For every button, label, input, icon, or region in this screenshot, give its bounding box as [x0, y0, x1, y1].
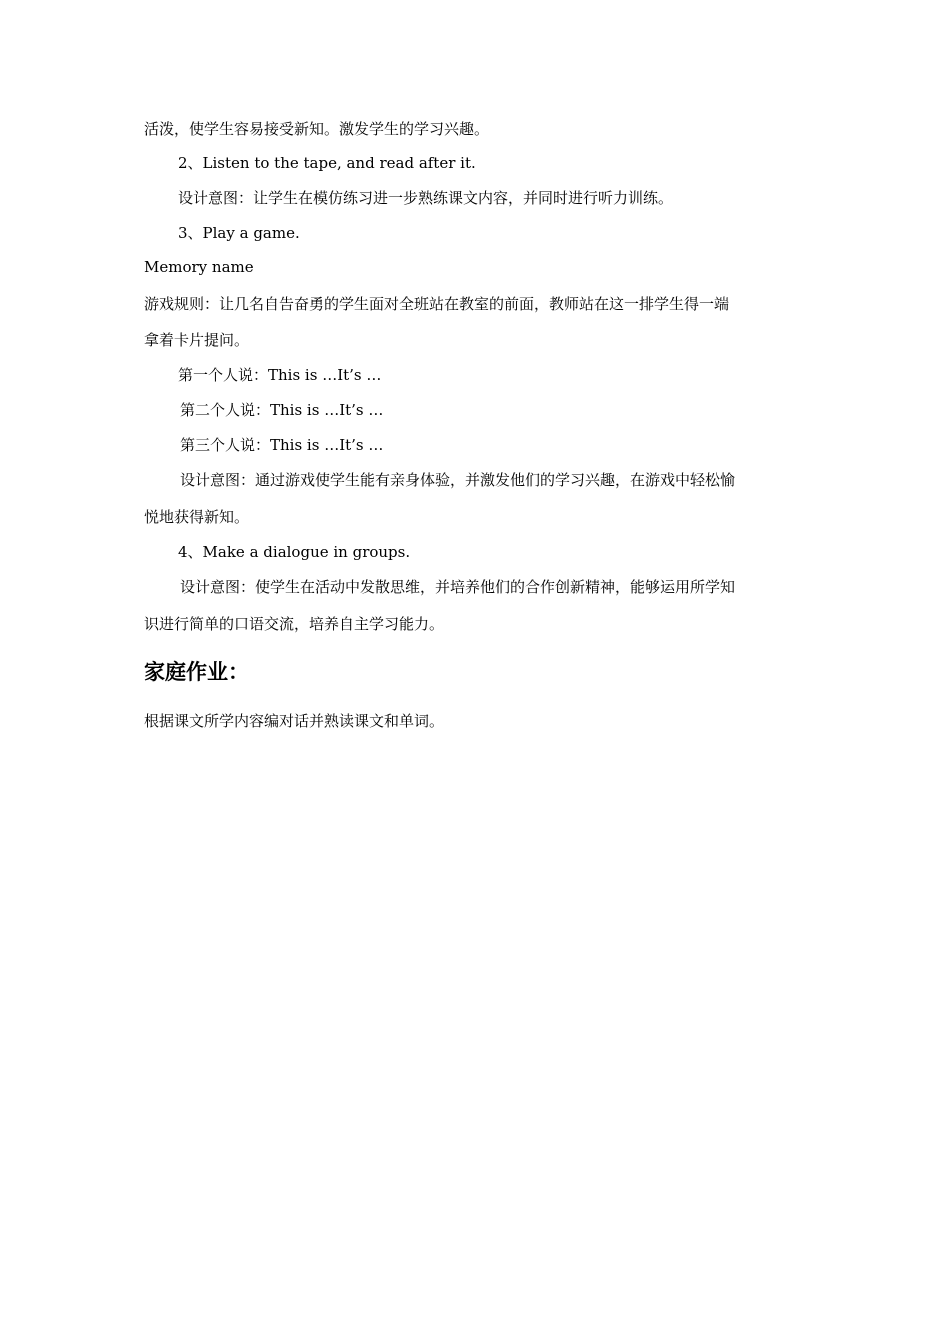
design-intent-line: 设计意图：通过游戏使学生能有亲身体验，并激发他们的学习兴趣，在游戏中轻松愉: [180, 471, 736, 489]
game-rules-line: 拿着卡片提问。: [144, 331, 250, 349]
homework-text: 根据课文所学内容编对话并熟读课文和单词。: [144, 712, 445, 730]
dialogue-line: 第一个人说：This is …It’s …: [178, 366, 382, 384]
game-name: Memory name: [144, 258, 254, 276]
step-4-heading: 4、Make a dialogue in groups.: [178, 543, 411, 561]
dialogue-line: 第二个人说：This is …It’s …: [180, 401, 384, 419]
design-intent-line: 悦地获得新知。: [144, 508, 250, 526]
game-rules-line: 游戏规则：让几名自告奋勇的学生面对全班站在教室的前面，教师站在这一排学生得一端: [144, 295, 730, 313]
step-3-heading: 3、Play a game.: [178, 224, 300, 242]
design-intent-line: 设计意图：让学生在模仿练习进一步熟练课文内容，并同时进行听力训练。: [178, 189, 674, 207]
design-intent-line: 识进行简单的口语交流，培养自主学习能力。: [144, 615, 445, 633]
homework-heading: 家庭作业：: [144, 660, 249, 684]
dialogue-line: 第三个人说：This is …It’s …: [180, 436, 384, 454]
step-2-heading: 2、Listen to the tape, and read after it.: [178, 154, 476, 172]
paragraph-line: 活泼，使学生容易接受新知。激发学生的学习兴趣。: [144, 120, 490, 138]
design-intent-line: 设计意图：使学生在活动中发散思维，并培养他们的合作创新精神，能够运用所学知: [180, 578, 736, 596]
